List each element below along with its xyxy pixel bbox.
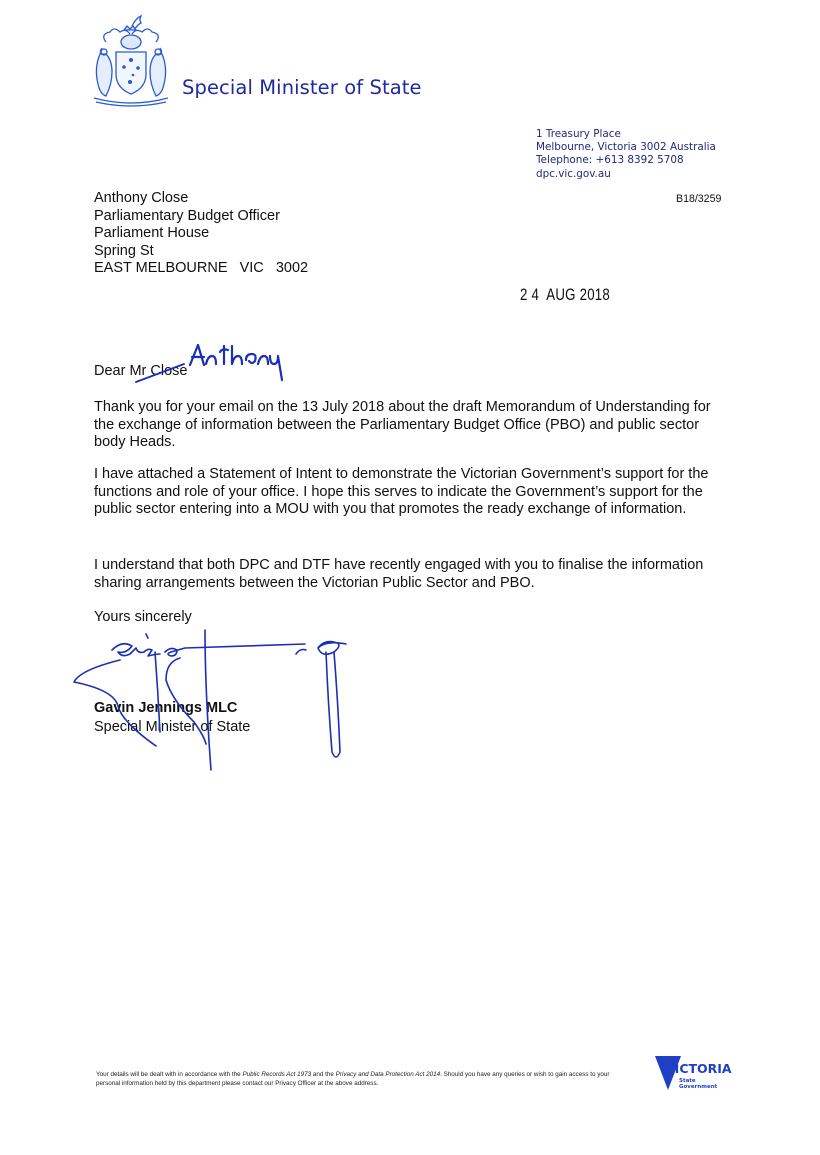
date-stamp: 2 4 AUG 2018	[520, 285, 611, 304]
letterhead-title: Special Minister of State	[182, 76, 422, 99]
recipient-suburb: EAST MELBOURNE VIC 3002	[94, 260, 309, 277]
recipient-building: Parliament House	[94, 225, 210, 242]
victoria-state-government-logo	[655, 1056, 735, 1098]
logo-sub-state: State	[679, 1078, 696, 1084]
privacy-text-3: . Should you have any queries or wish to gain access to your personal information held by this department please contact our Privacy Officer at the above address.	[96, 1071, 610, 1087]
victoria-coat-of-arms-icon	[88, 12, 174, 108]
contact-telephone: Telephone: +613 8392 5708	[536, 154, 684, 167]
signer-title: Special Minister of State	[94, 719, 251, 735]
recipient-address	[94, 190, 308, 278]
recipient-street: Spring St	[94, 242, 154, 259]
logo-wordmark: VICTORIA	[665, 1061, 732, 1076]
contact-street: 1 Treasury Place	[536, 128, 621, 140]
contact-city: Melbourne, Victoria 3002 Australia	[536, 141, 716, 154]
act-public-records: Public Records Act 1973	[242, 1071, 312, 1078]
contact-website: dpc.vic.gov.au	[536, 167, 611, 180]
signer-name: Gavin Jennings MLC	[94, 700, 238, 716]
act-privacy-data-protection: Privacy and Data Protection Act 2014	[335, 1071, 441, 1078]
closing: Yours sincerely	[94, 609, 192, 625]
salutation: Dear Mr Close	[94, 363, 188, 379]
privacy-text-1: Your details will be dealt with in accordance with the	[96, 1071, 243, 1078]
handwritten-anthony-icon	[190, 345, 282, 380]
recipient-name: Anthony Close	[94, 190, 189, 206]
recipient-position: Parliamentary Budget Officer	[94, 207, 280, 224]
body-paragraph-3: I understand that both DPC and DTF have recently engaged with you to finalise the information sharing arrangements between the Victorian Public Sector and PBO.	[94, 557, 704, 591]
contact-block	[536, 128, 716, 181]
body-paragraph-1: Thank you for your email on the 13 July 2018 about the draft Memorandum of Understanding for the exchange of information between the Parliamentary Budget Office (PBO) and public sector body Heads.	[94, 399, 711, 451]
body-paragraph-2: I have attached a Statement of Intent to demonstrate the Victorian Government’s support for the functions and role of your office. I hope this serves to indicate the Government’s support for the public sector entering into a MOU with you that promotes the ready exchange of information.	[94, 466, 709, 518]
reference-number: B18/3259	[676, 193, 722, 205]
privacy-text-2: and the	[311, 1071, 336, 1078]
logo-sub-government: Government	[679, 1084, 718, 1090]
privacy-notice	[96, 1070, 616, 1088]
